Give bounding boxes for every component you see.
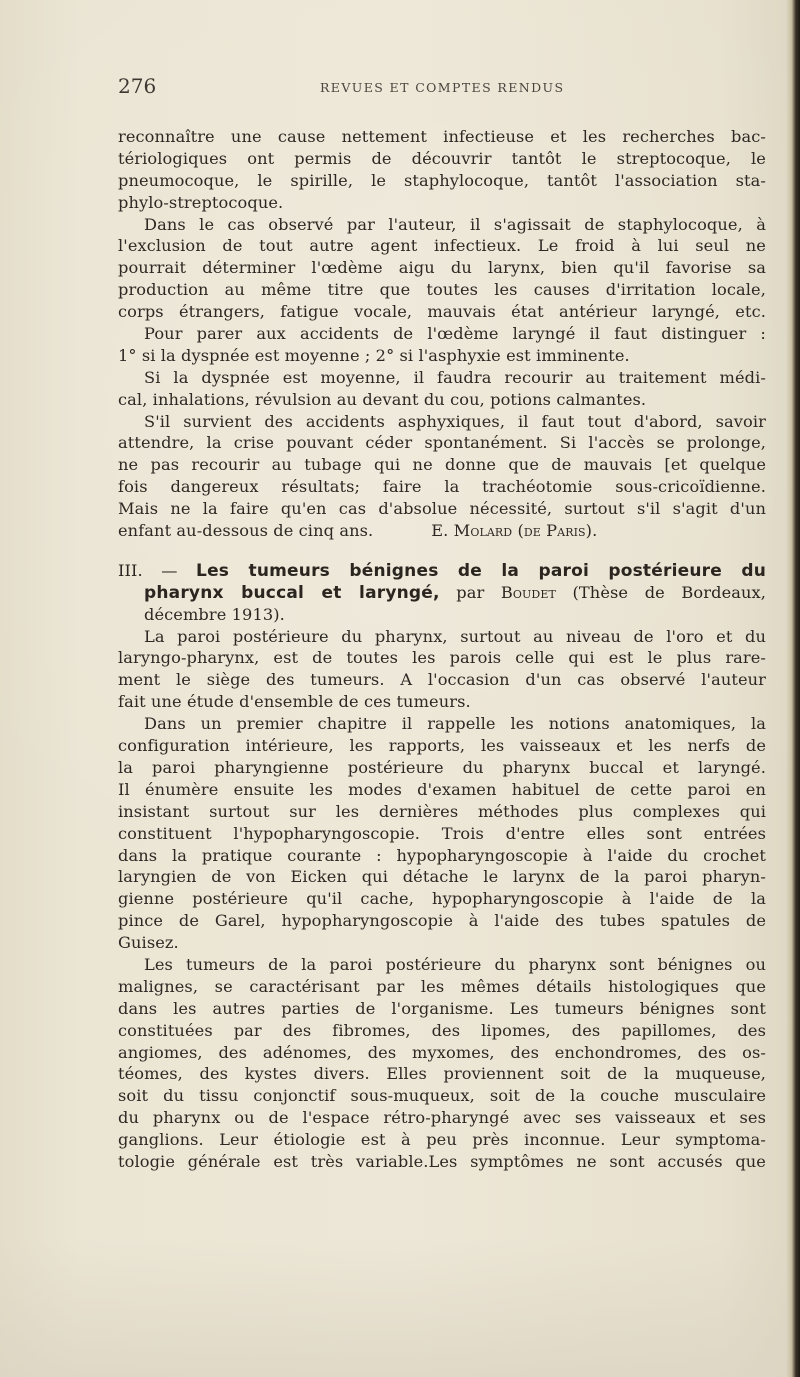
text-line: corps étrangers, fatigue vocale, mauvais état antérieur laryngé, etc.	[118, 302, 766, 322]
heading-line	[118, 604, 766, 626]
text-line: pourrait déterminer l'œdème aigu du larynx, bien qu'il favorise sa	[118, 258, 766, 278]
text-line: ne pas recourir au tubage qui ne donne que de mauvais [et quelque	[118, 455, 766, 475]
text-line: laryngo-pharynx, est de toutes les parois celle qui est le plus rare-	[118, 648, 766, 668]
body-text	[118, 126, 766, 1173]
text-line: constituées par des fibromes, des lipomes, des papillomes, des	[118, 1020, 766, 1040]
text-line: Il énumère ensuite les modes d'examen habituel de cette paroi en	[118, 779, 766, 799]
text-line: Dans le cas observé par l'auteur, il s'agissait de staphylocoque, à	[144, 214, 766, 234]
text-line: S'il survient des accidents asphyxiques, il faut tout d'abord, savoir	[144, 411, 766, 431]
text-fragment: enfant au-dessous de cinq ans.	[118, 521, 374, 541]
section-date: décembre 1913).	[144, 604, 285, 624]
text-line: gienne postérieure qu'il cache, hypopharyngoscopie à l'aide de la	[118, 889, 766, 909]
section-spacer	[118, 542, 766, 560]
section-author: Boudet	[500, 582, 556, 602]
review-signature: E. Molard (de Paris).	[431, 521, 598, 541]
text-line: ment le siège des tumeurs. A l'occasion d'un cas observé l'auteur	[118, 670, 766, 690]
text-line: du pharynx ou de l'espace rétro-pharyngé avec ses vaisseaux et ses	[118, 1108, 766, 1128]
running-title: REVUES ET COMPTES RENDUS	[320, 80, 565, 95]
text-line: dans la pratique courante : hypopharyngoscopie à l'aide du crochet	[118, 845, 766, 865]
text-line: Mais ne la faire qu'en cas d'absolue nécessité, surtout s'il s'agit d'un	[118, 499, 766, 519]
text-line: constituent l'hypopharyngoscopie. Trois d'entre elles sont entrées	[118, 823, 766, 843]
text-line: La paroi postérieure du pharynx, surtout au niveau de l'oro et du	[144, 626, 766, 646]
text-line: insistant surtout sur les dernières méthodes plus complexes qui	[118, 801, 766, 821]
text-line-with-signature	[118, 520, 766, 542]
section-by: par	[456, 582, 485, 602]
page-number: 276	[118, 74, 157, 98]
text-line: ganglions. Leur étiologie est à peu près inconnue. Leur symptoma-	[118, 1130, 766, 1150]
section-title-part1: Les tumeurs bénignes de la paroi postérieure du	[196, 560, 766, 581]
section-title-part2: pharynx buccal et laryngé,	[144, 582, 440, 603]
text-line: Dans un premier chapitre il rappelle les notions anatomiques, la	[144, 714, 766, 734]
text-line: angiomes, des adénomes, des myxomes, des enchondromes, des os-	[118, 1042, 766, 1062]
text-line: l'exclusion de tout autre agent infectieux. Le froid à lui seul ne	[118, 236, 766, 256]
section-number: III. —	[118, 560, 178, 580]
text-line: la paroi pharyngienne postérieure du pharynx buccal et laryngé.	[118, 757, 766, 777]
section-source: (Thèse de Bordeaux,	[572, 582, 766, 602]
page-header	[118, 74, 768, 104]
text-line: cal, inhalations, révulsion au devant du cou, potions calmantes.	[118, 389, 647, 409]
text-line: Les tumeurs de la paroi postérieure du pharynx sont bénignes ou	[144, 954, 766, 974]
text-line: configuration intérieure, les rapports, les vaisseaux et les nerfs de	[118, 736, 766, 756]
text-line: malignes, se caractérisant par les mêmes détails histologiques que	[118, 976, 766, 996]
text-line: fait une étude d'ensemble de ces tumeurs.	[118, 692, 471, 712]
review-continuation	[118, 126, 766, 542]
text-line: 1° si la dyspnée est moyenne ; 2° si l'asphyxie est imminente.	[118, 345, 630, 365]
text-line: reconnaître une cause nettement infectieuse et les recherches bac-	[118, 127, 766, 146]
text-line: laryngien de von Eicken qui détache le larynx de la paroi pharyn-	[118, 867, 766, 887]
text-line: soit du tissu conjonctif sous-muqueux, soit de la couche musculaire	[118, 1086, 766, 1106]
text-line: Si la dyspnée est moyenne, il faudra recourir au traitement médi-	[144, 367, 766, 387]
text-line: pince de Garel, hypopharyngoscopie à l'aide des tubes spatules de	[118, 911, 766, 931]
text-line: tériologiques ont permis de découvrir tantôt le streptocoque, le	[118, 148, 766, 168]
text-line: téomes, des kystes divers. Elles proviennent soit de la muqueuse,	[118, 1064, 766, 1084]
page-binding-edge	[786, 0, 800, 1377]
text-line: Pour parer aux accidents de l'œdème laryngé il faut distinguer :	[144, 324, 766, 344]
text-line: fois dangereux résultats; faire la trachéotomie sous-cricoïdienne.	[118, 477, 766, 497]
text-line: production au même titre que toutes les causes d'irritation locale,	[118, 280, 766, 300]
text-line: Guisez.	[118, 933, 179, 953]
heading-line	[118, 582, 766, 604]
text-line: attendre, la crise pouvant céder spontanément. Si l'accès se prolonge,	[118, 433, 766, 453]
page-shading	[0, 1237, 800, 1377]
heading-line	[118, 560, 766, 582]
section-heading	[118, 560, 766, 626]
text-line: dans les autres parties de l'organisme. Les tumeurs bénignes sont	[118, 998, 766, 1018]
text-line: pneumocoque, le spirille, le staphylocoque, tantôt l'association sta-	[118, 170, 766, 190]
section-body	[118, 626, 766, 1173]
text-line: phylo-streptocoque.	[118, 192, 284, 212]
text-line: tologie générale est très variable.Les symptômes ne sont accusés que	[118, 1151, 766, 1171]
